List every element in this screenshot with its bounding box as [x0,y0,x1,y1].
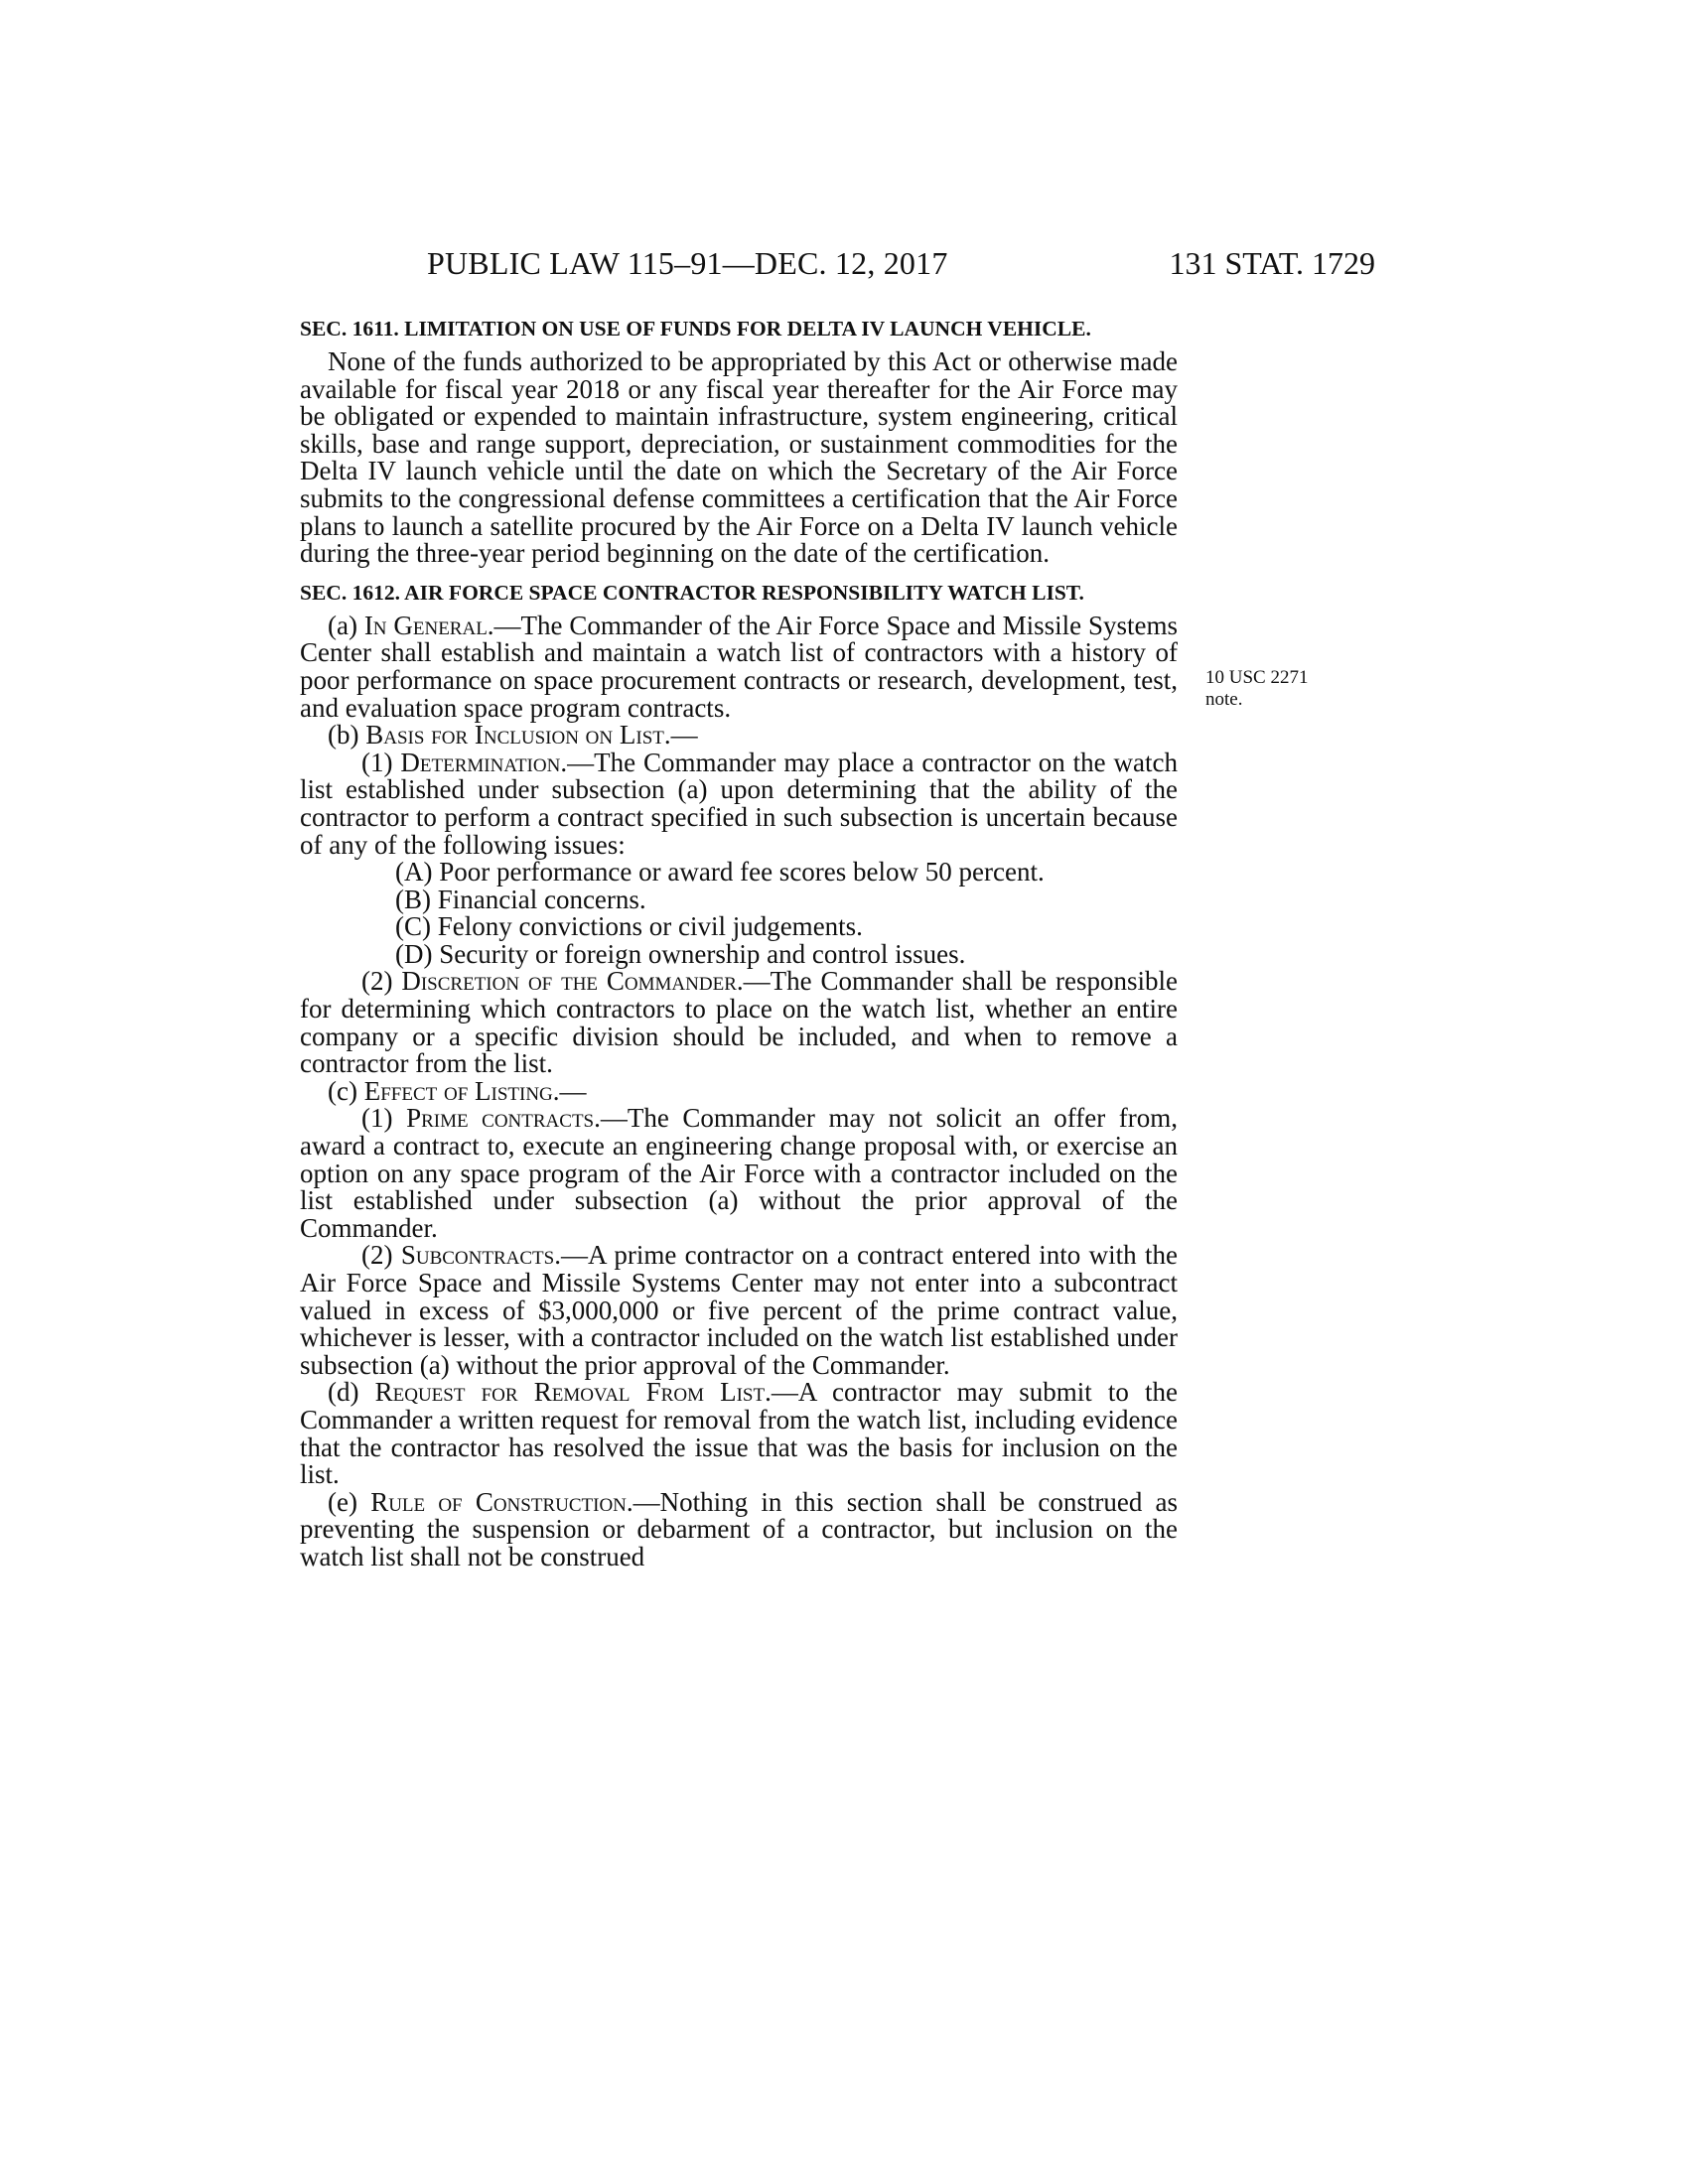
paragraph-b2-title: Discretion of the Commander [401,966,737,997]
statute-text-column [300,316,1178,1571]
paragraph-c2-enum: (2) [361,1240,393,1271]
subsection-b: (b) Basis for Inclusion on List.— [328,720,698,751]
margin-note [1205,667,1325,711]
paragraph-b1-title: Determination [400,747,561,777]
paragraph-c2-title: Subcontracts [400,1240,555,1271]
subsection-d: (d) Request for Removal From List.—A contractor may submit to the Commander a written request for removal from the watch list, including evidence that the contractor has resolved the issue that was the basis for inclusion on the list. [300,1377,1178,1490]
subsection-c: (c) Effect of Listing.— [328,1075,587,1106]
subsection-a: (a) In General.—The Commander of the Air Force Space and Missile Systems Center shall establish and maintain a watch list of contractors with a history of poor performance on space procurement contracts or research, development, test, and evaluation space program contracts. [300,610,1178,723]
subsection-a-text: The Commander of the Air Force Space and Missile Systems Center shall establish and maintain a watch list of contractors with a history of poor performance on space procurement contracts or research, development, test, and evaluation space program contracts. [300,610,1178,723]
subsection-b-title: Basis for Inclusion on List [365,720,664,751]
paragraph-b1-enum: (1) [361,747,393,777]
page-header [298,245,1375,285]
subsection-c-title: Effect of Listing [363,1075,553,1106]
paragraph-b1: (1) Determination.—The Commander may place a contractor on the watch list established under subsection (a) upon determining that the ability of the contractor to perform a contract specified in such subsection is uncertain because of any of the following issues: [300,747,1179,860]
subsection-a-enum: (a) [328,610,357,640]
subsection-b-enum: (b) [328,720,359,751]
subsection-e-text: Nothing in this section shall be construed as preventing the suspension or debarment of a contractor, but inclusion on the watch list shall not be construed [300,1486,1179,1571]
subsection-a-title: In General [363,610,488,640]
margin-note-usc-cite: 10 USC 2271 [1205,667,1309,688]
subsection-e-enum: (e) [328,1486,357,1517]
paragraph-c1-title: Prime contracts [406,1103,595,1134]
subparagraph-b1-A: (A) Poor performance or award fee scores below 50 percent. [395,857,1045,887]
subsection-e-title: Rule of Construction [370,1486,627,1517]
paragraph-b1-text: The Commander may place a contractor on the watch list established under subsection (a) upon determining that the ability of the contractor to perform a contract specified in such subsection is uncertain because of any of the following issues: [300,747,1179,860]
paragraph-c1: (1) Prime contracts.—The Commander may not solicit an offer from, award a contract to, execute an engineering change proposal with, or exercise an option on any space program of the Air Force with a contractor included on the list established under subsection (a) without the prior approval of the Commander. [300,1103,1179,1243]
paragraph-b2-text: The Commander shall be responsible for determining which contractors to place on the watch list, whether an entire company or a specific division should be included, and when to remove a contractor from the list. [300,966,1179,1079]
section-1612-heading: SEC. 1612. AIR FORCE SPACE CONTRACTOR RESPONSIBILITY WATCH LIST. [300,580,1084,605]
paragraph-b2-enum: (2) [361,966,393,997]
paragraph-c2: (2) Subcontracts.—A prime contractor on a contract entered into with the Air Force Space and Missile Systems Center may not enter into a subcontract valued in excess of $3,000,000 or five percent of the prime contract value, whichever is lesser, with a contractor included on the watch list established under subsection (a) without the prior approval of the Commander. [300,1240,1178,1380]
margin-note-suffix: note. [1205,689,1243,710]
paragraph-b2: (2) Discretion of the Commander.—The Commander shall be responsible for determining which contractors to place on the watch list, whether an entire company or a specific division should be included, and when to remove a contractor from the list. [300,966,1179,1079]
subparagraph-b1-C: (C) Felony convictions or civil judgements. [395,911,863,942]
paragraph-c1-text: The Commander may not solicit an offer from, award a contract to, execute an engineering change proposal with, or exercise an option on any space program of the Air Force with a contractor included on the list established under subsection (a) without the prior approval of the Commander. [300,1103,1179,1243]
subsection-d-text: A contractor may submit to the Commander a written request for removal from the watch list, including evidence that the contractor has resolved the issue that was the basis for inclusion on the list. [300,1377,1178,1490]
subsection-d-enum: (d) [328,1377,359,1408]
subparagraph-b1-D: (D) Security or foreign ownership and control issues. [395,938,966,969]
statute-page-citation: 131 STAT. 1729 [1169,245,1375,281]
subsection-c-enum: (c) [328,1075,357,1106]
subsection-e: (e) Rule of Construction.—Nothing in this section shall be construed as preventing the suspension or debarment of a contractor, but inclusion on the watch list shall not be construed [300,1486,1179,1571]
subsection-d-title: Request for Removal From List [374,1377,766,1408]
section-1611-body: None of the funds authorized to be appropriated by this Act or otherwise made available for fiscal year 2018 or any fiscal year thereafter for the Air Force may be obligated or expended to maintain infrastructure, system engineering, critical skills, base and range support, depreciation, or sustainment commodities for the Delta IV launch vehicle until the date on which the Secretary of the Air Force submits to the congressional defense committees a certification that the Air Force plans to launch a satellite procured by the Air Force on a Delta IV launch vehicle during the three-year period beginning on the date of the certification. [300,346,1178,569]
subparagraph-b1-B: (B) Financial concerns. [395,884,646,914]
section-1611-heading: SEC. 1611. LIMITATION ON USE OF FUNDS FOR DELTA IV LAUNCH VEHICLE. [300,317,1091,341]
paragraph-c2-text: A prime contractor on a contract entered into with the Air Force Space and Missile Systems Center may not enter into a subcontract valued in excess of $3,000,000 or five percent of the prime contract value, whichever is lesser, with a contractor included on the watch list established under subsection (a) without the prior approval of the Commander. [300,1240,1178,1380]
paragraph-c1-enum: (1) [361,1103,393,1134]
running-head: PUBLIC LAW 115–91—DEC. 12, 2017 [427,245,948,281]
